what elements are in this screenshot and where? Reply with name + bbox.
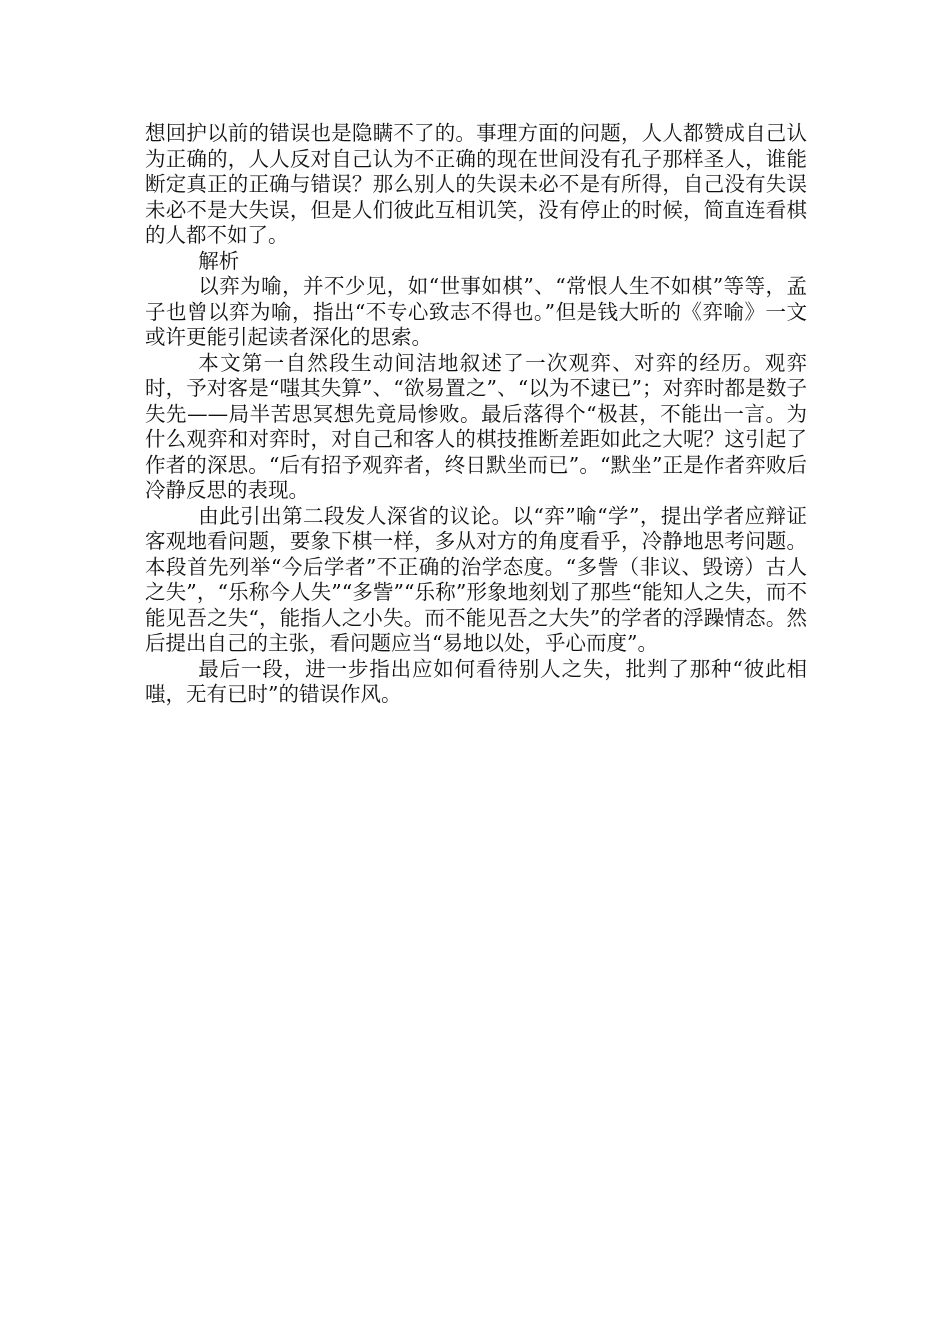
paragraph-last-section: 最后一段，进一步指出应如何看待别人之失，批判了那种“彼此相嗤，无有已时”的错误作风。 <box>145 656 807 706</box>
section-heading-analysis: 解析 <box>198 248 240 273</box>
paragraph-continuation: 想回护以前的错误也是隐瞒不了的。事理方面的问题，人人都赞成自己认为正确的，人人反对自己认为不正确的现在世间没有孔子那样圣人，谁能断定真正的正确与错误？那么别人的失误未必不是有所得，自己没有失误未必不是大失误，但是人们彼此互相讥笑，没有停止的时候，简直连看棋的人都不如了。 <box>145 121 807 247</box>
document-body <box>145 121 807 708</box>
paragraph-second-section: 由此引出第二段发人深省的议论。以“弈”喻“学”，提出学者应辩证客观地看问题，要象下棋一样，多从对方的角度看乎，冷静地思考问题。本段首先列举“今后学者”不正确的治学态度。“多訾（非议、毁谤）古人之失”，“乐称今人失”“多訾”“乐称”形象地刻划了那些“能知人之失，而不能见吾之失“，能指人之小失。而不能见吾之大失”的学者的浮躁情态。然后提出自己的主张，看问题应当“易地以处，乎心而度”。 <box>145 503 807 655</box>
paragraph-intro: 以弈为喻，并不少见，如“世事如棋”、“常恨人生不如棋”等等，孟子也曾以弈为喻，指出“不专心致志不得也。”但是钱大昕的《弈喻》一文或许更能引起读者深化的思索。 <box>145 274 807 349</box>
paragraph-first-section: 本文第一自然段生动间洁地叙述了一次观弈、对弈的经历。观弈时，予对客是“嗤其失算”、“欲易置之”、“以为不逮已”；对弈时都是数子失先——局半苦思冥想先竟局惨败。最后落得个“极甚，不能出一言。为什么观弈和对弈时，对自己和客人的棋技推断差距如此之大呢？这引起了作者的深思。“后有招予观弈者，终日默坐而已”。“默坐”正是作者弈败后冷静反思的表现。 <box>145 350 807 502</box>
